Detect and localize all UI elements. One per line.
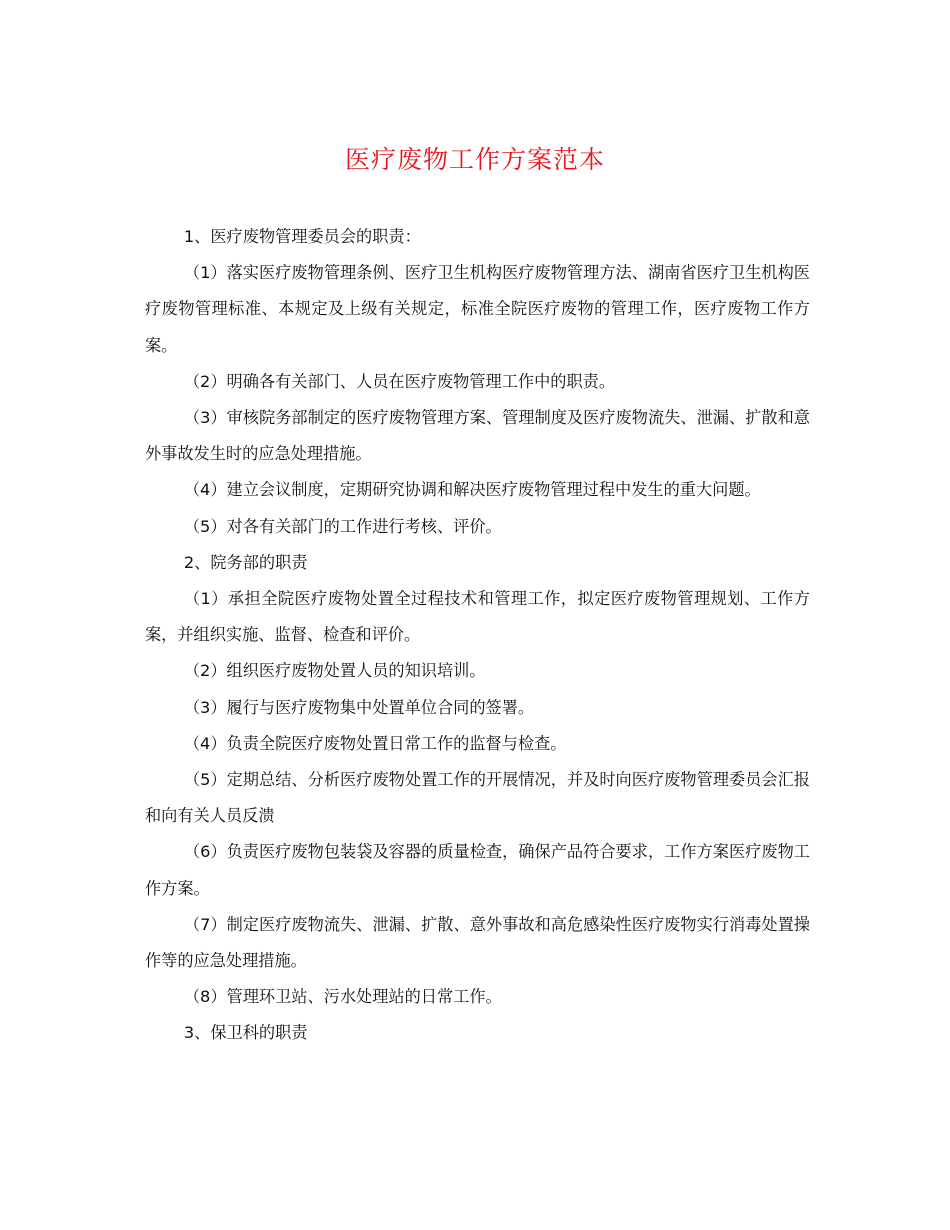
paragraph: （2）明确各有关部门、人员在医疗废物管理工作中的职责。 [183, 371, 616, 391]
paragraph: （5）定期总结、分析医疗废物处置工作的开展情况，并及时向医疗废物管理委员会汇报和向有关人员反溃 [145, 770, 810, 826]
paragraph: （1）承担全院医疗废物处置全过程技术和管理工作，拟定医疗废物管理规划、工作方案，并组织实施、监督、检查和评价。 [145, 589, 810, 645]
paragraph: （6）负责医疗废物包装袋及容器的质量检查，确保产品符合要求，工作方案医疗废物工作方案。 [145, 842, 810, 898]
section-heading-1: 1、医疗废物管理委员会的职责： [183, 227, 421, 246]
section-heading-2: 2、院务部的职责 [183, 552, 308, 572]
paragraph: （2）组织医疗废物处置人员的知识培训。 [183, 661, 486, 681]
paragraph: （4）建立会议制度，定期研究协调和解决医疗废物管理过程中发生的重大问题。 [183, 480, 761, 500]
document-body [145, 219, 810, 1052]
paragraph: （1）落实医疗废物管理条例、医疗卫生机构医疗废物管理方法、湖南省医疗卫生机构医疗废物管理标准、本规定及上级有关规定，标准全院医疗废物的管理工作，医疗废物工作方案。 [145, 263, 810, 355]
section-heading-3: 3、保卫科的职责 [183, 1023, 308, 1043]
paragraph: （4）负责全院医疗废物处置日常工作的监督与检查。 [183, 733, 567, 753]
paragraph: （8）管理环卫站、污水处理站的日常工作。 [183, 987, 502, 1007]
document-title: 医疗废物工作方案范本 [344, 145, 605, 174]
paragraph: （5）对各有关部门的工作进行考核、评价。 [183, 516, 502, 536]
paragraph: （3）审核院务部制定的医疗废物管理方案、管理制度及医疗废物流失、泄漏、扩散和意外事故发生时的应急处理措施。 [145, 408, 810, 464]
paragraph: （7）制定医疗废物流失、泄漏、扩散、意外事故和高危感染性医疗废物实行消毒处置操作等的应急处理措施。 [145, 914, 810, 971]
paragraph: （3）履行与医疗废物集中处置单位合同的签署。 [183, 697, 535, 717]
